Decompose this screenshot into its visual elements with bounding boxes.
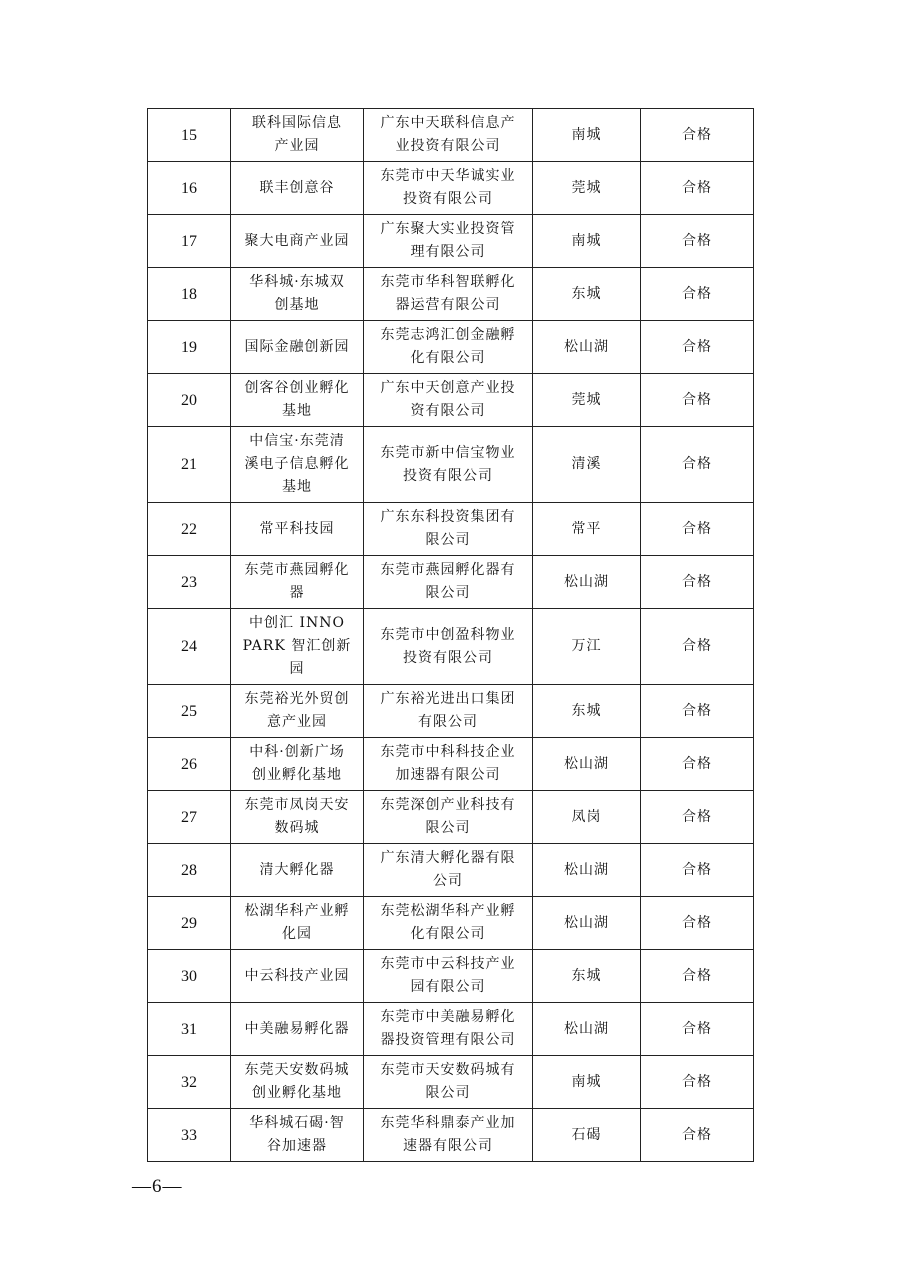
table-row bbox=[148, 109, 754, 162]
district: 莞城 bbox=[533, 162, 641, 215]
park-name: 中信宝·东莞清 溪电子信息孵化 基地 bbox=[231, 427, 364, 503]
park-name: 中科·创新广场 创业孵化基地 bbox=[231, 738, 364, 791]
district: 莞城 bbox=[533, 374, 641, 427]
district: 松山湖 bbox=[533, 738, 641, 791]
operator-name: 东莞华科鼎泰产业加 速器有限公司 bbox=[364, 1109, 533, 1162]
table-row bbox=[148, 685, 754, 738]
result: 合格 bbox=[641, 374, 754, 427]
district: 东城 bbox=[533, 685, 641, 738]
operator-name: 广东裕光进出口集团 有限公司 bbox=[364, 685, 533, 738]
row-number: 32 bbox=[148, 1056, 231, 1109]
result: 合格 bbox=[641, 844, 754, 897]
row-number: 25 bbox=[148, 685, 231, 738]
park-name: 创客谷创业孵化 基地 bbox=[231, 374, 364, 427]
table-row bbox=[148, 1056, 754, 1109]
park-name: 东莞天安数码城 创业孵化基地 bbox=[231, 1056, 364, 1109]
table-row bbox=[148, 1003, 754, 1056]
park-name: 联丰创意谷 bbox=[231, 162, 364, 215]
table-row bbox=[148, 268, 754, 321]
row-number: 28 bbox=[148, 844, 231, 897]
operator-name: 东莞深创产业科技有 限公司 bbox=[364, 791, 533, 844]
table-row bbox=[148, 950, 754, 1003]
operator-name: 广东中天联科信息产 业投资有限公司 bbox=[364, 109, 533, 162]
table-body bbox=[148, 109, 754, 1162]
park-name: 中美融易孵化器 bbox=[231, 1003, 364, 1056]
operator-name: 东莞松湖华科产业孵 化有限公司 bbox=[364, 897, 533, 950]
page-number: —6— bbox=[132, 1176, 183, 1197]
table-row bbox=[148, 609, 754, 685]
table-row bbox=[148, 1109, 754, 1162]
row-number: 20 bbox=[148, 374, 231, 427]
operator-name: 广东清大孵化器有限 公司 bbox=[364, 844, 533, 897]
table-row bbox=[148, 503, 754, 556]
table-row bbox=[148, 374, 754, 427]
row-number: 31 bbox=[148, 1003, 231, 1056]
district: 南城 bbox=[533, 109, 641, 162]
operator-name: 广东东科投资集团有 限公司 bbox=[364, 503, 533, 556]
operator-name: 广东聚大实业投资管 理有限公司 bbox=[364, 215, 533, 268]
result: 合格 bbox=[641, 1003, 754, 1056]
operator-name: 东莞市中云科技产业 园有限公司 bbox=[364, 950, 533, 1003]
operator-name: 东莞市中科科技企业 加速器有限公司 bbox=[364, 738, 533, 791]
district: 万江 bbox=[533, 609, 641, 685]
row-number: 17 bbox=[148, 215, 231, 268]
district: 松山湖 bbox=[533, 556, 641, 609]
operator-name: 东莞市中创盈科物业 投资有限公司 bbox=[364, 609, 533, 685]
result: 合格 bbox=[641, 685, 754, 738]
operator-name: 东莞市中美融易孵化 器投资管理有限公司 bbox=[364, 1003, 533, 1056]
district: 松山湖 bbox=[533, 897, 641, 950]
result: 合格 bbox=[641, 609, 754, 685]
row-number: 18 bbox=[148, 268, 231, 321]
result: 合格 bbox=[641, 162, 754, 215]
operator-name: 东莞市燕园孵化器有 限公司 bbox=[364, 556, 533, 609]
row-number: 33 bbox=[148, 1109, 231, 1162]
district: 东城 bbox=[533, 950, 641, 1003]
district: 松山湖 bbox=[533, 1003, 641, 1056]
table-row bbox=[148, 321, 754, 374]
park-name: 华科城·东城双 创基地 bbox=[231, 268, 364, 321]
district: 凤岗 bbox=[533, 791, 641, 844]
row-number: 15 bbox=[148, 109, 231, 162]
result: 合格 bbox=[641, 321, 754, 374]
park-name: 聚大电商产业园 bbox=[231, 215, 364, 268]
result: 合格 bbox=[641, 503, 754, 556]
district: 常平 bbox=[533, 503, 641, 556]
district: 松山湖 bbox=[533, 321, 641, 374]
result: 合格 bbox=[641, 268, 754, 321]
table-row bbox=[148, 215, 754, 268]
park-name: 中创汇 INNO PARK 智汇创新园 bbox=[231, 609, 364, 685]
park-name: 国际金融创新园 bbox=[231, 321, 364, 374]
row-number: 27 bbox=[148, 791, 231, 844]
park-name: 东莞裕光外贸创 意产业园 bbox=[231, 685, 364, 738]
row-number: 19 bbox=[148, 321, 231, 374]
incubator-table bbox=[147, 108, 754, 1162]
row-number: 22 bbox=[148, 503, 231, 556]
table-row bbox=[148, 738, 754, 791]
park-name: 联科国际信息 产业园 bbox=[231, 109, 364, 162]
operator-name: 广东中天创意产业投 资有限公司 bbox=[364, 374, 533, 427]
district: 松山湖 bbox=[533, 844, 641, 897]
table-row bbox=[148, 791, 754, 844]
park-name: 松湖华科产业孵 化园 bbox=[231, 897, 364, 950]
operator-name: 东莞市新中信宝物业 投资有限公司 bbox=[364, 427, 533, 503]
district: 南城 bbox=[533, 1056, 641, 1109]
result: 合格 bbox=[641, 1056, 754, 1109]
operator-name: 东莞市华科智联孵化 器运营有限公司 bbox=[364, 268, 533, 321]
operator-name: 东莞市中天华诚实业 投资有限公司 bbox=[364, 162, 533, 215]
row-number: 30 bbox=[148, 950, 231, 1003]
row-number: 29 bbox=[148, 897, 231, 950]
park-name: 常平科技园 bbox=[231, 503, 364, 556]
result: 合格 bbox=[641, 950, 754, 1003]
result: 合格 bbox=[641, 1109, 754, 1162]
result: 合格 bbox=[641, 427, 754, 503]
table-row bbox=[148, 844, 754, 897]
row-number: 24 bbox=[148, 609, 231, 685]
park-name: 清大孵化器 bbox=[231, 844, 364, 897]
park-name: 中云科技产业园 bbox=[231, 950, 364, 1003]
result: 合格 bbox=[641, 109, 754, 162]
result: 合格 bbox=[641, 738, 754, 791]
table-row bbox=[148, 427, 754, 503]
operator-name: 东莞市天安数码城有 限公司 bbox=[364, 1056, 533, 1109]
operator-name: 东莞志鸿汇创金融孵 化有限公司 bbox=[364, 321, 533, 374]
result: 合格 bbox=[641, 556, 754, 609]
park-name: 东莞市燕园孵化 器 bbox=[231, 556, 364, 609]
park-name: 华科城石碣·智 谷加速器 bbox=[231, 1109, 364, 1162]
result: 合格 bbox=[641, 791, 754, 844]
district: 东城 bbox=[533, 268, 641, 321]
table-row bbox=[148, 897, 754, 950]
table-row bbox=[148, 162, 754, 215]
district: 石碣 bbox=[533, 1109, 641, 1162]
district: 清溪 bbox=[533, 427, 641, 503]
district: 南城 bbox=[533, 215, 641, 268]
park-name: 东莞市凤岗天安 数码城 bbox=[231, 791, 364, 844]
row-number: 26 bbox=[148, 738, 231, 791]
row-number: 23 bbox=[148, 556, 231, 609]
row-number: 21 bbox=[148, 427, 231, 503]
result: 合格 bbox=[641, 215, 754, 268]
result: 合格 bbox=[641, 897, 754, 950]
table-row bbox=[148, 556, 754, 609]
row-number: 16 bbox=[148, 162, 231, 215]
